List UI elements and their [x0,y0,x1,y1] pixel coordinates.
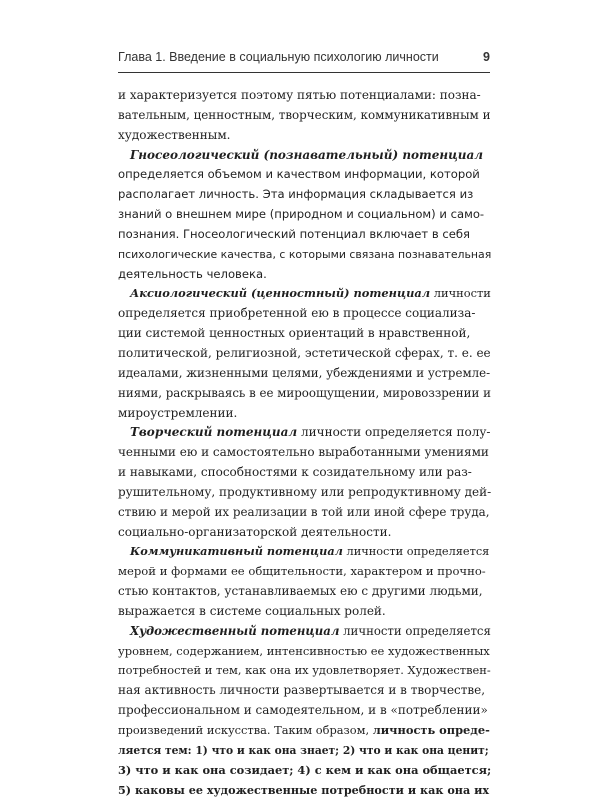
text-line: потребностей и тем, как она их удовлетворяет. Художествен- [118,663,491,678]
text-line: и навыками, способностями к созидательному или раз- [118,465,472,480]
text-line: уровнем, содержанием, интенсивностью ее художественных [118,643,490,658]
text-line: и характеризуется поэтому пятью потенциалами: позна- [118,88,481,102]
term-gnoseological: Гносеологический (познавательный) потенциал [130,147,484,162]
term-communicative: Коммуникативный потенциал [130,544,343,559]
text-line: определяется объемом и качеством информации, которой [118,167,480,182]
text-line: идеалами, жизненными целями, убеждениями и устремле- [118,365,491,380]
text-line: ченными ею и самостоятельно выработанными умениями [118,445,489,460]
emphasis-text: личность опреде- [372,723,490,737]
text-line: художественным. [118,127,231,142]
text-line: профессиональном и самодеятельном, и в «потреблении» [118,703,488,718]
text-line: 3) что и как она созидает; 4) с кем и как она общается; [118,762,492,777]
text-line: политической, религиозной, эстетической сферах, т. е. ее [118,345,491,360]
text-line: мерой и формами ее общительности, характером и прочно- [118,564,486,579]
text-line: стью контактов, устанавливаемых ею с другими людьми, [118,584,483,599]
text-line: Аксиологический (ценностный) потенциал личности [130,286,491,301]
term-artistic: Художественный потенциал [130,623,340,638]
header-rule [118,72,490,73]
text-line: определяется приобретенной ею в процессе социализа- [118,306,476,321]
text-line: социально-организаторской деятельности. [118,524,392,539]
text-line [118,146,490,166]
body-text [118,86,490,800]
text-line: 5) каковы ее художественные потребности и как она их [118,782,490,797]
text-line: ляется тем: 1) что и как она знает; 2) что и как она ценит; [118,743,489,757]
text-line: знаний о внешнем мире (природном и социальном) и само- [118,207,485,222]
text-line: ниями, раскрываясь в ее мироощущении, мировоззрении и [118,385,491,400]
term-creative: Творческий потенциал [130,425,298,440]
text-line: произведений искусства. Таким образом, личность опреде- [118,723,490,737]
text-line: располагает личность. Эта информация складывается из [118,187,474,202]
text-line: выражается в системе социальных ролей. [118,603,386,618]
text-line: деятельность человека. [118,266,267,281]
text-line: ная активность личности развертывается и в творчестве, [118,683,486,698]
text-line: Художественный потенциал личности определяется [130,623,491,638]
text-line: познания. Гносеологический потенциал включает в себя [118,226,471,241]
text-line: ции системой ценностных ориентаций в нравственной, [118,326,471,341]
term-axiological: Аксиологический (ценностный) потенциал [130,286,431,301]
text-line: психологические качества, с которыми связана познавательная [118,247,492,261]
text-line: мироустремлении. [118,405,238,420]
text-line: ствию и мерой их реализации в той или иной сфере труда, [118,504,490,519]
chapter-title: Глава 1. Введение в социальную психологию личности [118,50,439,64]
text-line: Творческий потенциал личности определяется полу- [130,425,491,440]
page-number: 9 [483,50,490,64]
text-line: вательным, ценностным, творческим, коммуникативным и [118,107,491,122]
text-line: Коммуникативный потенциал личности определяется [130,544,490,559]
text-line: рушительному, продуктивному или репродуктивному дей- [118,484,492,499]
